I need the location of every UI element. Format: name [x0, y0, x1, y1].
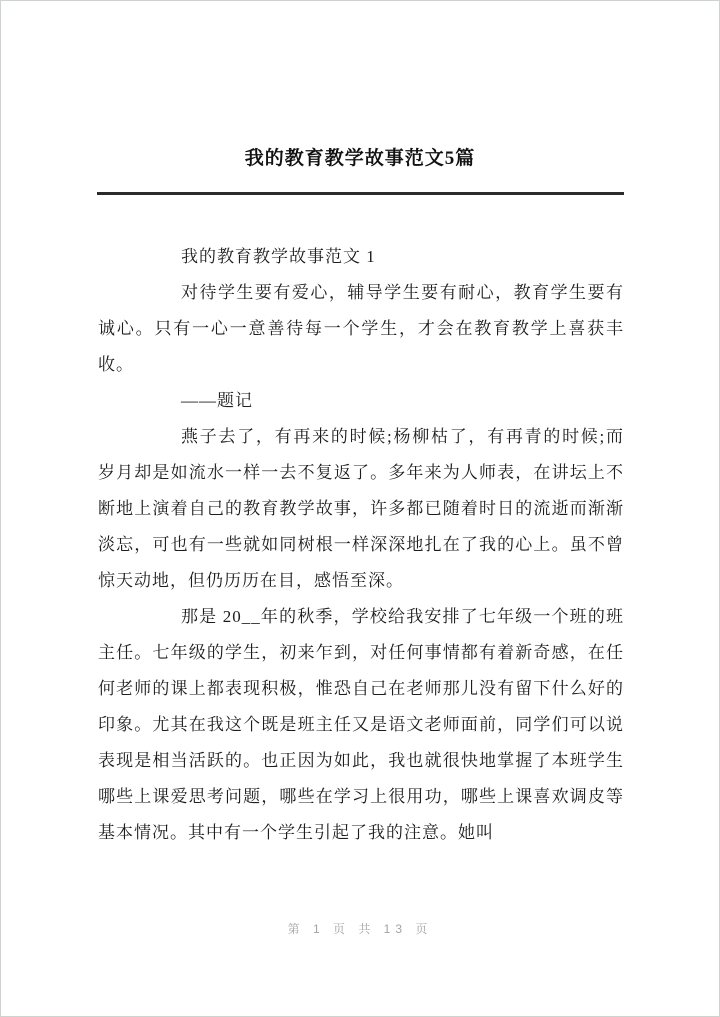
paragraph-heading: 我的教育教学故事范文 1	[181, 247, 376, 266]
page-indicator: 第 1 页 共 13 页	[287, 922, 433, 936]
page-footer	[1, 920, 719, 938]
paragraph: 燕子去了，有再来的时候;杨柳枯了，有再青的时候;而岁月却是如流水一样一去不复返了。多年来为人师表，在讲坛上不断地上演着自己的教育教学故事，许多都已随着时日的流逝而渐渐淡忘，可也有一些就如同树根一样深深地扎在了我的心上。虽不曾惊天动地，但仍历历在目，感悟至深。	[98, 427, 624, 590]
paragraph: 那是 20__年的秋季，学校给我安排了七年级一个班的班主任。七年级的学生，初来乍到，对任何事情都有着新奇感，在任何老师的课上都表现积极，惟恐自己在老师那儿没有留下什么好的印象。尤其在我这个既是班主任又是语文老师面前，同学们可以说表现是相当活跃的。也正因为如此，我也就很快地掌握了本班学生哪些上课爱思考问题，哪些在学习上很用功，哪些上课喜欢调皮等基本情况。其中有一个学生引起了我的注意。她叫	[98, 607, 624, 842]
document-title: 我的教育教学故事范文5篇	[244, 148, 476, 169]
paragraph: 对待学生要有爱心，辅导学生要有耐心，教育学生要有诚心。只有一心一意善待每一个学生，才会在教育教学上喜获丰收。	[98, 283, 624, 374]
paragraph-epigraph: ——题记	[181, 391, 253, 410]
title-divider	[97, 192, 624, 195]
document-body	[98, 239, 624, 851]
